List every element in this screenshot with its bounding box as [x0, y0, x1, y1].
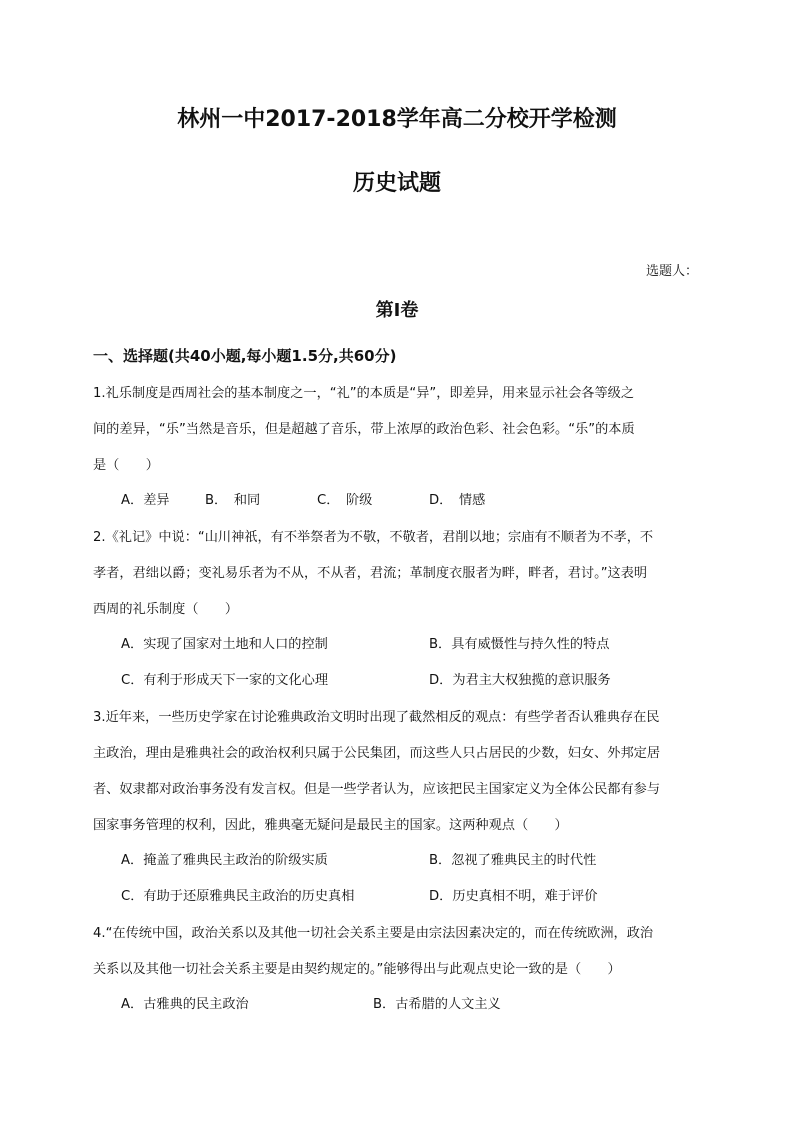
question-2: [93, 520, 701, 628]
option-a: A．掩盖了雅典民主政治的阶级实质: [121, 853, 328, 868]
question-line: 3.近年来，一些历史学家在讨论雅典政治文明时出现了截然相反的观点：有些学者否认雅典存在民: [93, 710, 660, 725]
question-line: 西周的礼乐制度（ ）: [93, 602, 239, 617]
option-b: B．古希腊的人文主义: [373, 997, 501, 1012]
option-c: C． 阶级: [317, 493, 373, 508]
option-a: A．实现了国家对土地和人口的控制: [121, 637, 328, 652]
question-line: 1.礼乐制度是西周社会的基本制度之一，“礼”的本质是“异”，即差异，用来显示社会各等级之: [93, 386, 635, 401]
option-b: B． 和同: [205, 493, 261, 508]
option-b: B．忽视了雅典民主的时代性: [429, 853, 597, 868]
question-line: 间的差异，“乐”当然是音乐，但是超越了音乐，带上浓厚的政治色彩、社会色彩。“乐”的本质: [93, 422, 635, 437]
option-d: D．历史真相不明，难于评价: [429, 889, 598, 904]
option-d: D． 情感: [429, 493, 486, 508]
option-c: C．有利于形成天下一家的文化心理: [121, 673, 329, 688]
volume-heading: 第I卷: [375, 300, 419, 321]
exam-subtitle: 历史试题: [352, 171, 441, 196]
option-b: B．具有威慑性与持久性的特点: [429, 637, 610, 652]
exam-title: 林州一中2017-2018学年高二分校开学检测: [177, 107, 617, 132]
question-line: 者、奴隶都对政治事务没有发言权。但是一些学者认为，应该把民主国家定义为全体公民都有参与: [93, 782, 661, 797]
question-setter-label: 选题人：: [645, 264, 698, 279]
question-line: 2.《礼记》中说：“山川神祇，有不举祭者为不敬，不敬者，君削以地；宗庙有不顺者为不孝，不: [93, 530, 654, 545]
question-1: [93, 376, 701, 484]
question-line: 是（ ）: [93, 458, 159, 473]
section-heading: 一、选择题(共40小题,每小题1.5分,共60分): [93, 347, 397, 365]
question-3: [93, 700, 701, 844]
question-line: 主政治，理由是雅典社会的政治权利只属于公民集团，而这些人只占居民的少数，妇女、外邦定居: [93, 746, 661, 761]
option-c: C．有助于还原雅典民主政治的历史真相: [121, 889, 355, 904]
question-line: 4.“在传统中国，政治关系以及其他一切社会关系主要是由宗法因素决定的，而在传统欧洲，政治: [93, 926, 654, 941]
option-a: A．古雅典的民主政治: [121, 997, 249, 1012]
question-line: 孝者，君绌以爵；变礼易乐者为不从，不从者，君流；革制度衣服者为畔，畔者，君讨。”这表明: [93, 566, 648, 581]
option-a: A．差异: [121, 493, 170, 508]
option-d: D．为君主大权独揽的意识服务: [429, 673, 611, 688]
question-line: 关系以及其他一切社会关系主要是由契约规定的。”能够得出与此观点史论一致的是（ ）: [93, 962, 621, 977]
question-line: 国家事务管理的权利，因此，雅典毫无疑问是最民主的国家。这两种观点（ ）: [93, 818, 568, 833]
question-4: [93, 916, 701, 988]
